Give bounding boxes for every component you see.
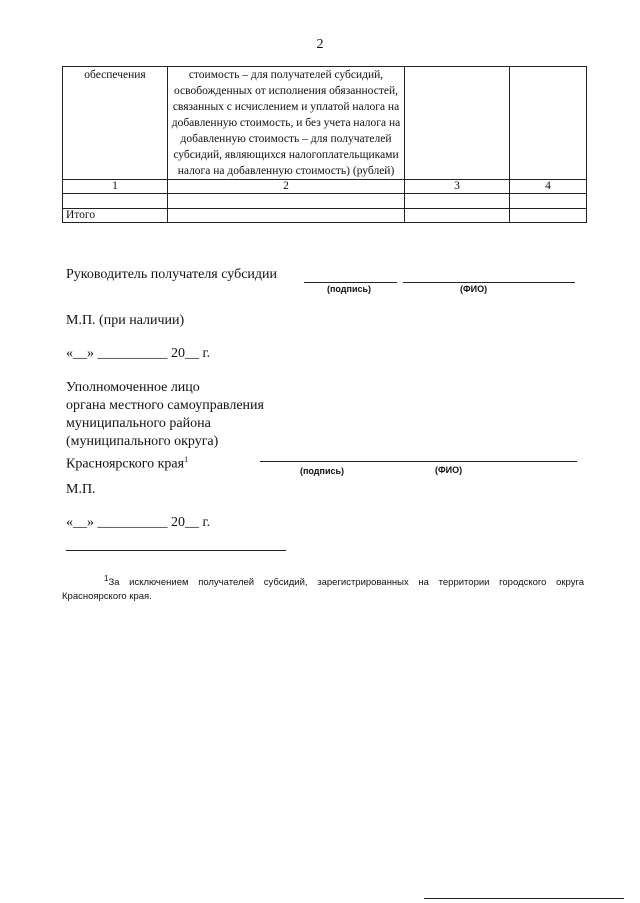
- column-number: 4: [510, 180, 587, 194]
- table-cell: [63, 194, 168, 209]
- table-cell: [405, 194, 510, 209]
- date-day: «__»: [66, 346, 94, 361]
- column-number: 1: [63, 180, 168, 194]
- official-line: муниципального района: [66, 416, 211, 431]
- official-line: органа местного самоуправления: [66, 398, 264, 413]
- date-month: __________: [97, 515, 168, 530]
- table-cell: [405, 67, 510, 180]
- column-number-row: [63, 180, 587, 194]
- table-cell: обеспечения: [63, 67, 168, 180]
- stamp-note-2: М.П.: [66, 482, 96, 497]
- table-cell: [510, 209, 587, 223]
- date-year: 20__ г.: [171, 346, 211, 361]
- page-number: 2: [316, 37, 324, 52]
- date-day: «__»: [66, 515, 94, 530]
- table-cell: [168, 194, 405, 209]
- recipient-name-caption: (ФИО): [460, 284, 488, 294]
- stamp-note-1: М.П. (при наличии): [66, 313, 185, 328]
- table-cell: [168, 209, 405, 223]
- table-cell: [510, 67, 587, 180]
- official-signature-line: [260, 461, 577, 462]
- footnote-marker: 1: [184, 455, 189, 464]
- official-signature-caption: (подпись): [300, 466, 345, 476]
- total-label: Итого: [63, 209, 168, 223]
- official-line: Красноярского края$^1$: [66, 455, 189, 472]
- recipient-name-line: [403, 282, 575, 283]
- column-number: 3: [405, 180, 510, 194]
- recipient-signature-caption: (подпись): [327, 284, 372, 294]
- table-row: [63, 194, 587, 209]
- column-number: 2: [168, 180, 405, 194]
- footnote: [62, 572, 584, 604]
- table-row: [63, 67, 587, 180]
- recipient-signature-line: [304, 282, 397, 283]
- subsidy-table: [62, 66, 587, 223]
- date-year: 20__ г.: [171, 515, 211, 530]
- recipient-label: Руководитель получателя субсидии: [66, 267, 278, 282]
- date-month: __________: [97, 346, 168, 361]
- footnote-marker: 1: [104, 574, 109, 583]
- official-name-caption: (ФИО): [435, 465, 463, 475]
- table-cell: стоимость – для получателей субсидий, освобожденных от исполнения обязанностей, связанных с исчислением и уплатой налога на добавленную стоимость, и без учета налога на добавленную стоимость – для получателей субсидий, являющихся налогоплательщиками налога на добавленную стоимость) (рублей): [168, 67, 405, 180]
- bottom-line: [424, 898, 624, 899]
- official-line: (муниципального округа): [66, 434, 219, 449]
- table-cell: [510, 194, 587, 209]
- footnote-text: За исключением получателей субсидий, зарегистрированных на территории городского округа Красноярского края.: [62, 577, 584, 603]
- date-line-1: [66, 345, 210, 363]
- date-line-2: [66, 514, 210, 532]
- table-cell: [405, 209, 510, 223]
- official-block: [66, 379, 264, 474]
- footnote-separator: [66, 550, 286, 551]
- total-row: [63, 209, 587, 223]
- official-line: Уполномоченное лицо: [66, 380, 200, 395]
